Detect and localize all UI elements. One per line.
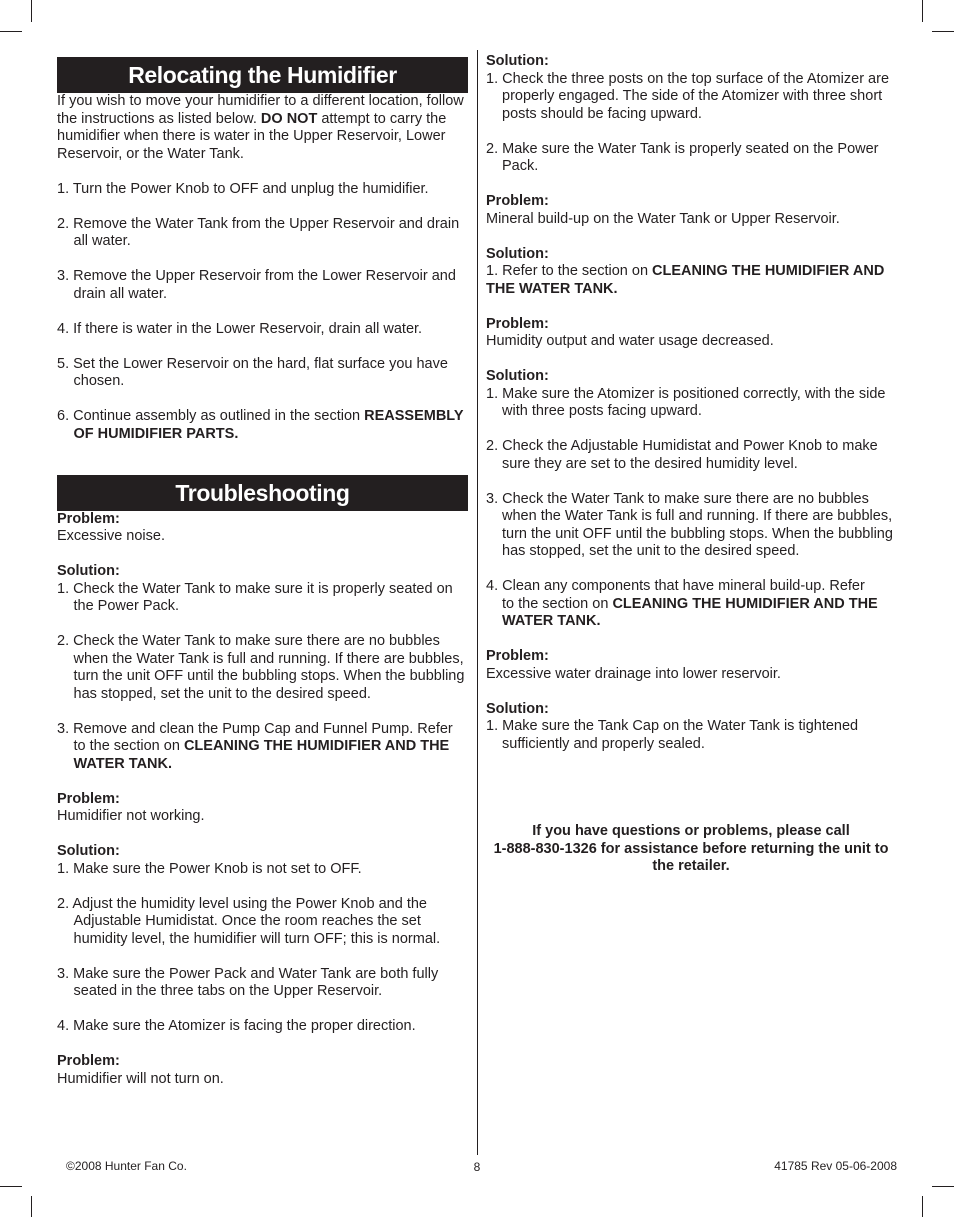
- solution-step: [486, 386, 896, 421]
- step-text: 4. If there is water in the Lower Reservoir, drain all water.: [57, 320, 423, 337]
- solution-reference: CLEANING THE HUMIDIFIER AND THE WATER TANK.: [73, 738, 450, 772]
- problem-text: Humidifier will not turn on.: [57, 1070, 224, 1087]
- support-contact-note: [486, 823, 896, 876]
- problem-label: Problem:: [486, 648, 549, 665]
- solution-text: 1. Check the three posts on the top surface of the Atomizer are properly engaged. The side of the Atomizer with three short posts should be facing upward.: [486, 70, 890, 122]
- step-text: 1. Turn the Power Knob to OFF and unplug the humidifier.: [57, 180, 429, 197]
- solution-step: [57, 861, 468, 879]
- solution-step: [486, 438, 896, 473]
- solution-text: 1. Make sure the Tank Cap on the Water Tank is tightened sufficiently and properly sealed.: [486, 718, 859, 752]
- solution-text: 4. Clean any components that have mineral build-up. Refer to the section on: [486, 578, 865, 612]
- solution-label: Solution:: [57, 843, 120, 860]
- problem-label: Problem:: [486, 315, 549, 332]
- solution-text: 1. Check the Water Tank to make sure it is properly seated on the Power Pack.: [57, 580, 453, 615]
- solution-text: 2. Check the Adjustable Humidistat and Power Knob to make sure they are set to the desired humidity level.: [486, 438, 878, 472]
- solution-step: [486, 491, 896, 561]
- crop-mark: [0, 1186, 22, 1187]
- solution-step: [57, 896, 468, 949]
- crop-mark: [31, 1196, 32, 1217]
- problem-label: Problem:: [486, 193, 549, 210]
- relocating-step: [57, 356, 468, 391]
- solution-label: Solution:: [486, 245, 549, 262]
- crop-mark: [0, 31, 22, 32]
- step-reference: REASSEMBLY OF HUMIDIFIER PARTS.: [73, 408, 464, 442]
- step-text: 6. Continue assembly as outlined in the section: [57, 408, 365, 424]
- solution-step: [486, 263, 896, 298]
- copyright: ©2008 Hunter Fan Co.: [66, 1159, 187, 1173]
- troubleshooting-heading: Troubleshooting: [175, 479, 350, 506]
- solution-text: 3. Make sure the Power Pack and Water Tank are both fully seated in the three tabs on the Upper Reservoir.: [57, 965, 439, 1000]
- crop-mark: [922, 1196, 923, 1217]
- solution-text: 2. Check the Water Tank to make sure there are no bubbles when the Water Tank is full and running. If there are bubbles, turn the unit OFF until the bubbling stops. When the bubbling has stopped, set the unit to the desired speed.: [57, 633, 465, 702]
- solution-step: [486, 578, 896, 631]
- solution-text: 3. Check the Water Tank to make sure there are no bubbles when the Water Tank is full and running. If there are bubbles, turn the unit OFF until the bubbling stops. When the bubbling has stopped, set the unit to the desired speed.: [486, 490, 893, 560]
- relocating-heading: Relocating the Humidifier: [128, 62, 397, 88]
- problem-text: Excessive noise.: [57, 528, 165, 545]
- solution-reference: CLEANING THE HUMIDIFIER AND THE WATER TANK.: [502, 595, 878, 630]
- relocating-step: [57, 408, 468, 443]
- problem-label: Problem:: [57, 1053, 120, 1070]
- problem-text: Mineral build-up on the Water Tank or Upper Reservoir.: [486, 210, 840, 227]
- crop-mark: [31, 0, 32, 22]
- relocating-step: [57, 321, 468, 339]
- solution-label: Solution:: [486, 700, 549, 717]
- column-divider: [477, 50, 478, 1155]
- solution-text: 4. Make sure the Atomizer is facing the proper direction.: [57, 1018, 416, 1035]
- solution-step: [57, 581, 468, 616]
- solution-step: [57, 966, 468, 1001]
- solution-text: 1. Make sure the Atomizer is positioned correctly, with the side with three posts facing upward.: [486, 385, 886, 420]
- step-text: 5. Set the Lower Reservoir on the hard, flat surface you have chosen.: [57, 355, 448, 389]
- solution-step: [57, 633, 468, 703]
- solution-text: 2. Adjust the humidity level using the Power Knob and the Adjustable Humidistat. Once the room reaches the set humidity level, the humidifier will turn OFF; this is normal.: [57, 895, 441, 947]
- intro-text: If you wish to move your humidifier to a different location, follow the instructions as listed below.: [57, 93, 464, 127]
- step-text: 2. Remove the Water Tank from the Upper Reservoir and drain all water.: [57, 215, 460, 249]
- support-contact-text: If you have questions or problems, please call 1-888-830-1326 for assistance before returning the unit to the retailer.: [493, 823, 889, 875]
- solution-label: Solution:: [486, 368, 549, 385]
- relocating-intro: [57, 93, 468, 163]
- crop-mark: [932, 1186, 954, 1187]
- solution-step: [486, 141, 896, 176]
- relocating-step: [57, 181, 468, 199]
- right-column: [486, 53, 896, 876]
- problem-label: Problem:: [57, 510, 120, 527]
- crop-mark: [922, 0, 923, 22]
- solution-text: 2. Make sure the Water Tank is properly seated on the Power Pack.: [486, 140, 879, 175]
- relocating-step: [57, 216, 468, 251]
- relocating-heading-bar: [57, 57, 468, 93]
- solution-label: Solution:: [486, 53, 549, 70]
- solution-step: [486, 718, 896, 753]
- intro-text: attempt to carry the humidifier when there is water in the Upper Reservoir, Lower Reservoir, or the Water Tank.: [57, 110, 447, 162]
- page-number: 8: [473, 1160, 481, 1174]
- relocating-step: [57, 268, 468, 303]
- problem-text: Humidifier not working.: [57, 808, 205, 825]
- solution-reference: CLEANING THE HUMIDIFIER AND THE WATER TANK.: [486, 263, 885, 297]
- solution-step: [57, 1018, 468, 1036]
- solution-label: Solution:: [57, 563, 120, 580]
- solution-step: [57, 721, 468, 774]
- intro-warning: DO NOT: [260, 110, 318, 127]
- problem-text: Excessive water drainage into lower reservoir.: [486, 665, 781, 682]
- solution-text: 3. Remove and clean the Pump Cap and Funnel Pump. Refer to the section on: [57, 720, 453, 755]
- document-revision: 41785 Rev 05-06-2008: [774, 1159, 897, 1173]
- solution-step: [486, 71, 896, 124]
- solution-text: 1. Refer to the section on: [486, 263, 653, 280]
- solution-text: 1. Make sure the Power Knob is not set to OFF.: [57, 860, 362, 877]
- troubleshooting-heading-bar: [57, 475, 468, 511]
- left-column: [57, 57, 468, 1088]
- step-text: 3. Remove the Upper Reservoir from the Lower Reservoir and drain all water.: [57, 268, 456, 302]
- crop-mark: [932, 31, 954, 32]
- problem-text: Humidity output and water usage decreased.: [486, 333, 774, 350]
- problem-label: Problem:: [57, 790, 120, 807]
